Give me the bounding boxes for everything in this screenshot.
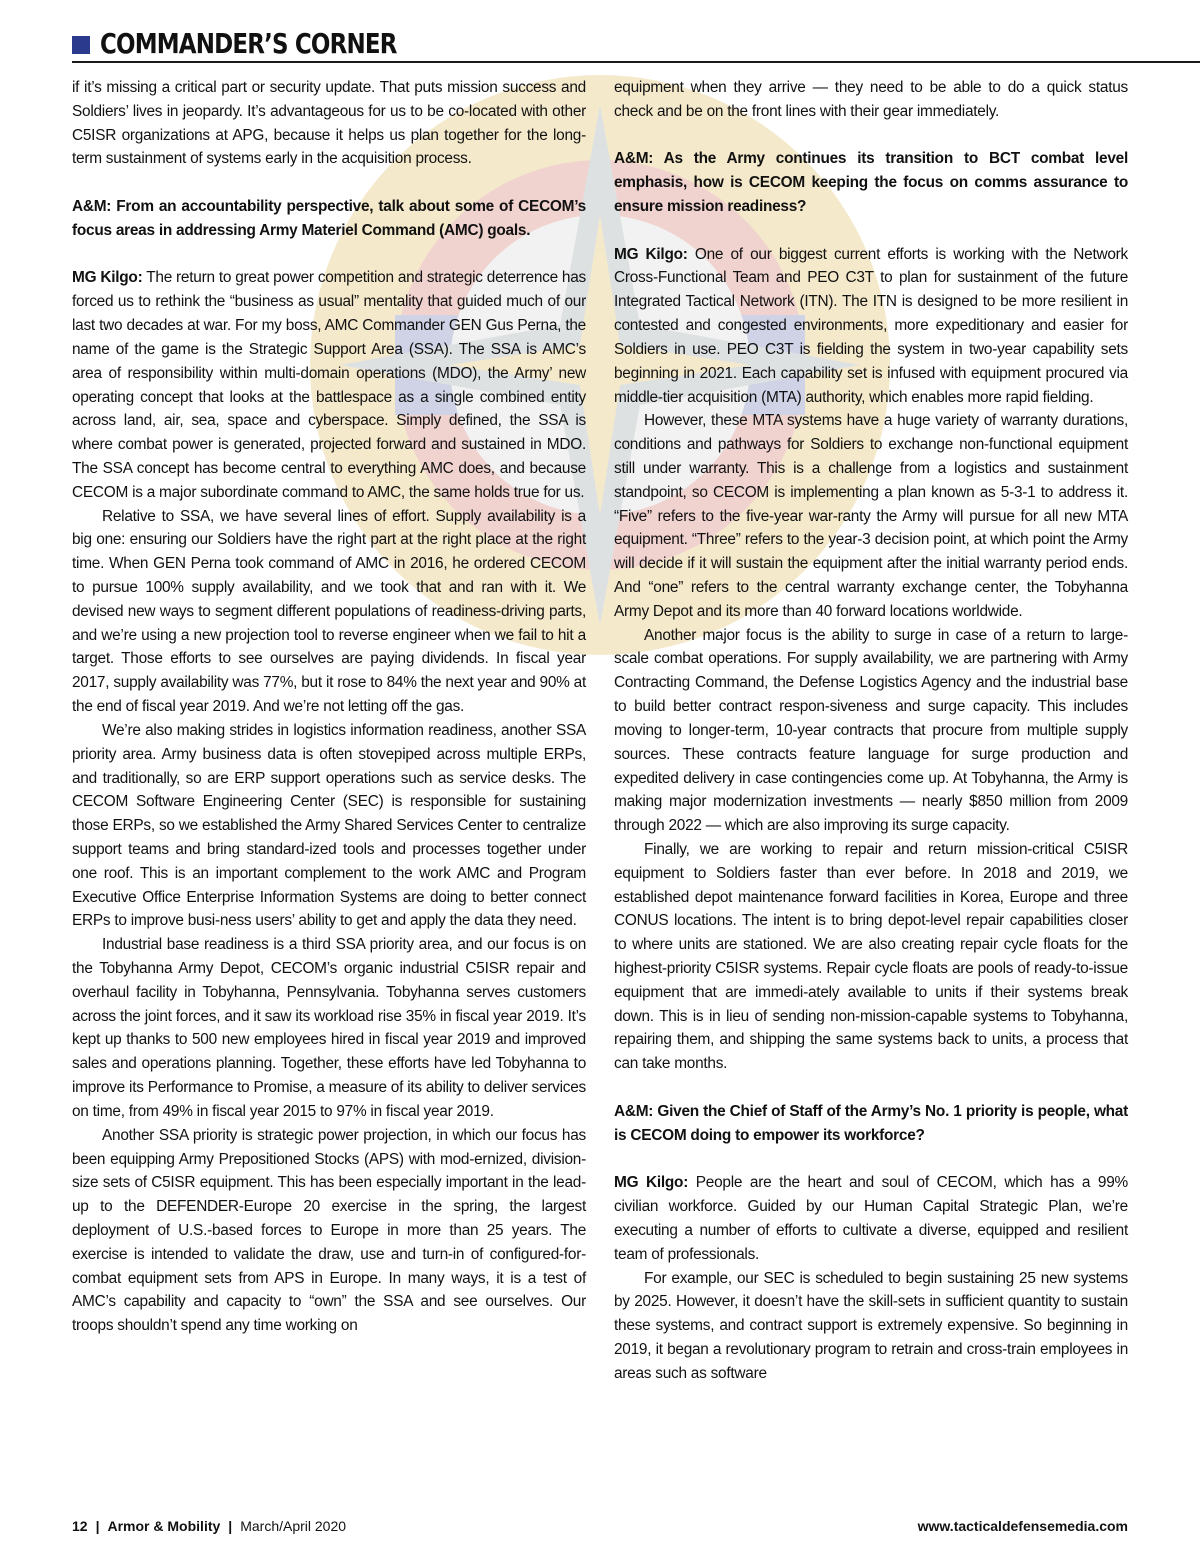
section-title: COMMANDER’S CORNER [100,26,397,60]
paragraph: Another major focus is the ability to surge in case of a return to large-scale combat operations. For supply availability, we are partnering with Army Contracting Command, the Defense Logistics Agency and the industrial base to build better contract respon-siveness and surge capacity. This includes moving to longer-term, 10-year contracts that procure from multiple supply sources. These contracts feature language for surge production and expedited delivery in case contingencies come up. At Tobyhanna, the Army is making major modernization investments — nearly $850 million from 2009 through 2022 — which are also improving its surge capacity. [614,626,1128,835]
section-square-icon [72,36,90,54]
interview-question: A&M: From an accountability perspective, talk about some of CECOM’s focus areas in addressing Army Materiel Command (AMC) goals. [72,198,586,239]
interview-question: A&M: As the Army continues its transition to BCT combat level emphasis, how is CECOM keeping the focus on comms assurance to ensure mission readiness? [614,150,1128,216]
answer-text: People are the heart and soul of CECOM, which has a 99% civilian workforce. Guided by our Human Capital Strategic Plan, we’re executing a number of efforts to cultivate a diverse, equipped and resilient team of professionals. [614,1174,1128,1263]
interview-question: A&M: Given the Chief of Staff of the Army’s No. 1 priority is people, what is CECOM doing to empower its workforce? [614,1102,1128,1144]
paragraph: Relative to SSA, we have several lines of effort. Supply availability is a big one: ensuring our Soldiers have the right part at the right place at the right time. When GEN Perna took command of AMC in 2016, he ordered CECOM to pursue 100% supply availability, and we took that and ran with it. We devised new ways to segment different populations of readiness-driving parts, and we’re using a new projection tool to reverse engineer when we fail to hit a target. Those efforts to see ourselves are paying dividends. In fiscal year 2017, supply availability was 77%, but it rose to 84% the next year and 90% at the end of fiscal year 2019. And we’re not letting off the gas. [72,507,586,716]
interview-answer [72,266,586,504]
header-rule [72,61,1200,63]
paragraph: Finally, we are working to repair and return mission-critical C5ISR equipment to Soldiers faster than ever before. In 2018 and 2019, we established depot maintenance forward facilities in Korea, Europe and three CONUS locations. The intent is to bring depot-level repair capabilities closer to where units are stationed. We are also creating repair cycle floats for the highest-priority C5ISR systems. Repair cycle floats are pools of ready-to-issue equipment that are immedi-ately available to units if their systems break down. This is in lieu of sending non-mission-capable systems to Tobyhanna, repairing them, and shipping the same systems back to units, a process that can take months. [614,840,1128,1073]
right-column [614,76,1128,1386]
answer-text: The return to great power competition and strategic deterrence has forced us to rethink the “business as usual” mentality that guided much of our last two decades at war. For my boss, AMC Commander GEN Gus Perna, the name of the game is the Strategic Support Area (SSA). The SSA is AMC’s area of responsibility within multi-domain operations (MDO), the Army’ new operating concept that looks at the battlespace as a single combined entity across land, air, sea, space and cyberspace. Simply defined, the SSA is where combat power is generated, projected forward and sustained in MDO. The SSA concept has become central to everything AMC does, and because CECOM is a major subordinate command to AMC, the same holds true for us. [72,269,586,501]
page-footer [72,1513,1128,1539]
speaker-label: MG Kilgo: [72,269,143,287]
paragraph: Another SSA priority is strategic power projection, in which our focus has been equipping Army Prepositioned Stocks (APS) with mod-ernized, division-size sets of C5ISR equipment. This has been especially important in the lead-up to the DEFENDER-Europe 20 exercise in the spring, the largest deployment of U.S.-based forces to Europe in more than 25 years. The exercise is intended to validate the draw, use and turn-in of configured-for-combat equipment sets from APS in Europe. In many ways, it is a test of AMC’s capability and capacity to “own” the SSA and see ourselves. Our troops shouldn’t spend any time working on [72,1126,586,1335]
paragraph: We’re also making strides in logistics information readiness, another SSA priority area. Army business data is often stovepiped across multiple ERPs, and traditionally, so are ERP support operations such as service desks. The CECOM Software Engineering Center (SEC) is responsible for sustaining those ERPs, so we established the Army Shared Services Center to centralize support teams and bring standard-ized tools and processes together under one roof. This is an important complement to the work AMC and Program Executive Office Enterprise Information Systems are doing to better connect ERPs to improve busi-ness users’ ability to get and apply the data they need. [72,721,586,930]
paragraph-continuation: equipment when they arrive — they need to be able to do a quick status check and be on the front lines with their gear immediately. [614,79,1128,120]
footer-separator: | [95,1518,100,1534]
website-link[interactable]: www.tacticaldefensemedia.com [917,1518,1128,1534]
issue-date: March/April 2020 [240,1518,347,1534]
paragraph: However, these MTA systems have a huge variety of warranty durations, conditions and pathways for Soldiers to exchange non-functional equipment still under warranty. This is a challenge from a logistics and sustainment standpoint, so CECOM is implementing a plan known as 5-3-1 to address it. “Five” refers to the five-year war-ranty the Army will pursue for all new MTA equipment. “Three” refers to the year-3 decision point, at which point the Army will decide if it will sustain the equipment after the initial warranty period ends. And “one” refers to the central warranty exchange center, the Tobyhanna Army Depot and its more than 40 forward locations worldwide. [614,412,1128,620]
paragraph-continuation: if it’s missing a critical part or security update. That puts mission success and Soldiers’ lives in jeopardy. It’s advantageous for us to be co-located with other C5ISR organizations at APG, because it helps us plan together for the long-term sustainment of systems early in the acquisition process. [72,79,586,168]
paragraph: For example, our SEC is scheduled to begin sustaining 25 new systems by 2025. However, it doesn’t have the skill-sets in sufficient quantity to sustain these systems, and contract support is extremely expensive. So beginning in 2019, it began a revolutionary program to retrain and cross-train employees in areas such as software [614,1269,1128,1382]
footer-separator: | [228,1518,233,1534]
answer-text: One of our biggest current efforts is working with the Network Cross-Functional Team and PEO C3T to plan for sustainment of the future Integrated Tactical Network (ITN). The ITN is designed to be more resilient in contested and congested environments, more expeditionary and easier for Soldiers in use. PEO C3T is fielding the system in two-year capability sets beginning in 2021. Each capability set is infused with equipment procured via middle-tier acquisition (MTA) authority, which enables more rapid fielding. [614,245,1128,406]
interview-answer [614,1171,1128,1266]
footer-left [72,1518,346,1534]
speaker-label: MG Kilgo: [614,1174,689,1192]
interview-answer [614,243,1128,410]
magazine-name: Armor & Mobility [107,1518,221,1534]
speaker-label: MG Kilgo: [614,245,688,263]
paragraph: Industrial base readiness is a third SSA priority area, and our focus is on the Tobyhanna Army Depot, CECOM’s organic industrial C5ISR repair and overhaul facility in Tobyhanna, Pennsylvania. Tobyhanna serves customers across the joint forces, and it saw its workload rise 35% in fiscal year 2019. It’s kept up thanks to 500 new employees hired in fiscal year 2019 and improved sales and operations planning. Together, these efforts have led Tobyhanna to improve its Performance to Promise, a measure of its ability to deliver services on time, from 49% in fiscal year 2015 to 97% in fiscal year 2019. [72,936,586,1120]
left-column [72,76,586,1338]
section-header [72,26,462,60]
page-number: 12 [72,1518,88,1534]
